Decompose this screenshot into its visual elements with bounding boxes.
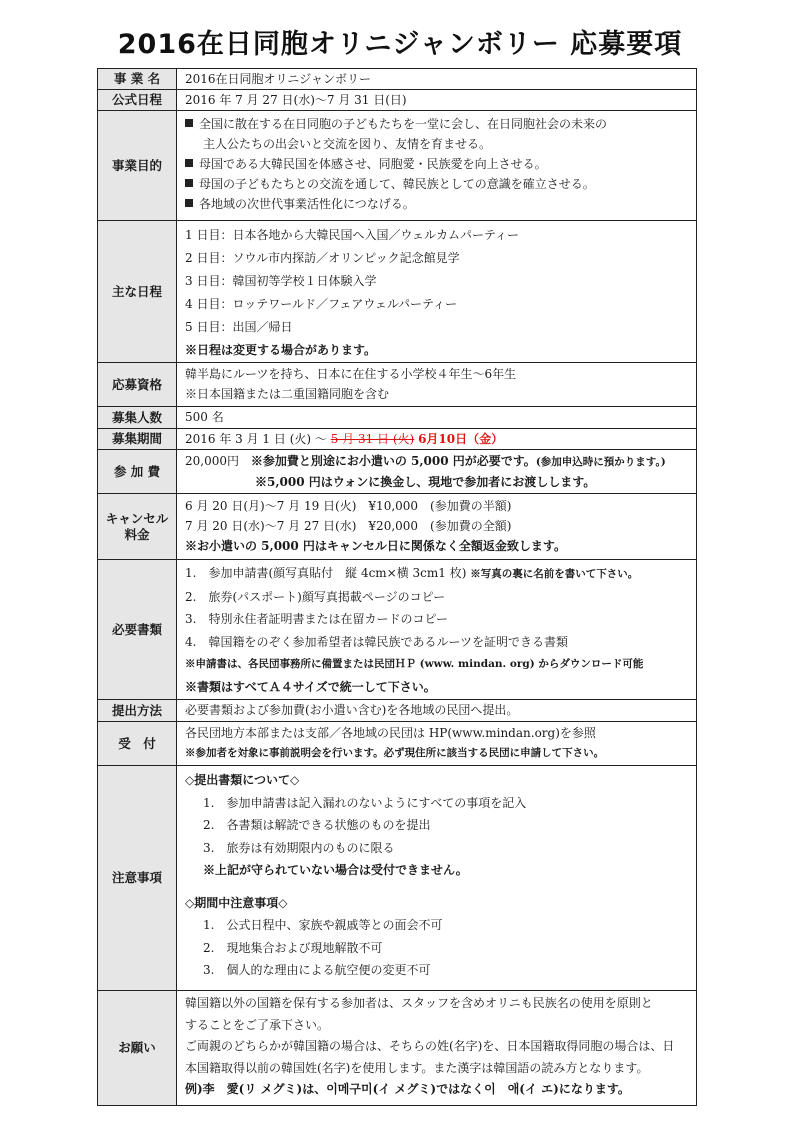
fee-amount: 20,000円 <box>185 454 239 468</box>
label-notes: 注意事項 <box>98 766 177 991</box>
notes-warning: ※上記が守られていない場合は受付できません。 <box>203 863 468 877</box>
request-example: 例)李 愛(リ メグミ)は、이메구미(イ メグミ)ではなく이 애(イ エ)になります。 <box>185 1082 630 1096</box>
row-reception <box>98 722 697 766</box>
square-bullet-icon <box>185 159 193 167</box>
period-new-end: 6月10日（金） <box>418 432 504 446</box>
value-documents <box>177 560 697 700</box>
purpose-item: 母国である大韓民国を体感させ、同胞愛・民族愛を向上させる。 <box>185 154 690 174</box>
notes-item: 3. 旅券は有効期限内のものに限る <box>203 840 395 855</box>
itinerary-day: 5 日目：出国／帰日 <box>185 320 293 334</box>
itinerary-day: 2 日目：ソウル市内探訪／オリンピック記念館見学 <box>185 251 460 265</box>
value-cancel: 6 月 20 日(月)～7 月 19 日(火) ¥10,000 (参加費の半額) 7 月 20 日(水)～7 月 27 日(水) ¥20,000 (参加費の全額) ※お小遣いの 5,000 円はキャンセル日に関係なく全額返金致します。 <box>177 494 697 560</box>
request-line: 本国籍取得以前の韓国姓(名字)を使用します。また漢字は韓国語の読み方となります。 <box>185 1060 649 1075</box>
value-request <box>177 991 697 1106</box>
row-cancel <box>98 494 697 560</box>
label-purpose: 事業目的 <box>98 111 177 221</box>
square-bullet-icon <box>185 199 193 207</box>
notes-item: 1. 参加申請書は記入漏れのないようにすべての事項を記入 <box>203 795 527 810</box>
row-documents <box>98 560 697 700</box>
application-guidelines-table <box>97 68 697 1106</box>
value-capacity: 500 名 <box>177 407 697 429</box>
row-eligibility <box>98 363 697 407</box>
period-start: 2016 年 3 月 1 日 (火) ～ <box>185 432 327 446</box>
notes-item: 2. 各書類は解読できる状態のものを提出 <box>203 818 431 832</box>
document-note: ※書類はすべてＡ４サイズで統一して下さい。 <box>185 679 436 694</box>
label-reception: 受 付 <box>98 722 177 766</box>
value-itinerary <box>177 221 697 363</box>
itinerary-day: 4 日目：ロッテワールド／フェアウェルパーティー <box>185 297 458 311</box>
purpose-item: 全国に散在する在日同胞の子どもたちを一堂に会し、在日同胞社会の未来の <box>185 114 690 134</box>
request-line: することをご了承下さい。 <box>185 1017 330 1032</box>
row-period <box>98 429 697 450</box>
purpose-item-cont: 主人公たちの出会いと交流を図り、友情を育ませる。 <box>203 137 492 151</box>
document-item: 2. 旅券(パスポート)顔写真掲載ページのコピー <box>185 589 446 604</box>
value-period <box>177 429 697 450</box>
itinerary-day: 1 日目：日本各地から大韓民国へ入国／ウェルカムパーティー <box>185 228 520 242</box>
value-submission: 必要書類および参加費(お小遣い含む)を各地域の民団へ提出。 <box>177 700 697 722</box>
document-item: 1. 参加申請書(顔写真貼付 縦 4cm×横 3cm1 枚) <box>185 566 467 580</box>
row-fee <box>98 450 697 494</box>
label-project-name: 事 業 名 <box>98 69 177 90</box>
value-fee <box>177 450 697 494</box>
page-title: 2016在日同胞オリニジャンボリー 応募要項 <box>117 29 683 60</box>
purpose-item: 母国の子どもたちとの交流を通して、韓民族としての意識を確立させる。 <box>185 174 690 194</box>
fee-note-small: (参加申込時に預かります。) <box>535 456 666 468</box>
period-old-end-struck: 5 月 31 日 (火) <box>330 432 415 446</box>
notes-heading: ◇期間中注意事項◇ <box>185 895 288 910</box>
label-schedule: 公式日程 <box>98 90 177 111</box>
value-schedule: 2016 年 7 月 27 日(水)～7 月 31 日(日) <box>177 90 697 111</box>
request-line: ご両親のどちらかが韓国籍の場合は、そちらの姓(名字)を、日本国籍取得同胞の場合は、日 <box>185 1039 675 1053</box>
row-request <box>98 991 697 1106</box>
label-request: お願い <box>98 991 177 1106</box>
document-item: 3. 特別永住者証明書または在留カードのコピー <box>185 612 448 626</box>
label-capacity: 募集人数 <box>98 407 177 429</box>
label-fee: 参 加 費 <box>98 450 177 494</box>
value-eligibility: 韓半島にルーツを持ち、日本に在住する小学校４年生～6年生 ※日本国籍または二重国籍同胞を含む <box>177 363 697 407</box>
notes-heading: ◇提出書類について◇ <box>185 773 300 787</box>
label-submission: 提出方法 <box>98 700 177 722</box>
row-itinerary <box>98 221 697 363</box>
request-line: 韓国籍以外の国籍を保有する参加者は、スタッフを含めオリニも民族名の使用を原則と <box>185 996 653 1010</box>
row-submission <box>98 700 697 722</box>
label-period: 募集期間 <box>98 429 177 450</box>
document-note: ※申請書は、各民団事務所に備置または民団ＨＰ (www. mindan. org) からダウンロード可能 <box>185 658 644 670</box>
square-bullet-icon <box>185 119 193 127</box>
row-purpose <box>98 111 697 221</box>
value-project-name: 2016在日同胞オリニジャンボリー <box>177 69 697 90</box>
document-item-note: ※写真の裏に名前を書いて下さい。 <box>470 568 639 580</box>
row-project-name <box>98 69 697 90</box>
label-documents: 必要書類 <box>98 560 177 700</box>
value-purpose <box>177 111 697 221</box>
value-reception: 各民団地方本部または支部／各地域の民団は HP(www.mindan.org)を参照 ※参加者を対象に事前説明会を行います。必ず現住所に該当する民団に申請して下さい。 <box>177 722 697 766</box>
purpose-item: 各地域の次世代事業活性化につなげる。 <box>185 194 690 214</box>
label-itinerary: 主な日程 <box>98 221 177 363</box>
itinerary-note: ※日程は変更する場合があります。 <box>185 343 377 357</box>
value-notes <box>177 766 697 991</box>
itinerary-day: 3 日目：韓国初等学校１日体験入学 <box>185 274 377 288</box>
fee-note-2: ※5,000 円はウォンに換金し、現地で参加者にお渡しします。 <box>255 475 596 489</box>
row-capacity <box>98 407 697 429</box>
notes-item: 3. 個人的な理由による航空便の変更不可 <box>203 963 431 977</box>
label-cancel: キャンセル 料金 <box>98 494 177 560</box>
row-schedule <box>98 90 697 111</box>
notes-item: 1. 公式日程中、家族や親戚等との面会不可 <box>203 918 443 932</box>
document-item: 4. 韓国籍をのぞく参加希望者は韓民族であるルーツを証明できる書類 <box>185 634 568 649</box>
label-eligibility: 応募資格 <box>98 363 177 407</box>
fee-note: ※参加費と別途にお小遣いの 5,000 円が必要です。 <box>250 454 536 468</box>
notes-item: 2. 現地集合および現地解散不可 <box>203 940 383 955</box>
row-notes <box>98 766 697 991</box>
square-bullet-icon <box>185 179 193 187</box>
